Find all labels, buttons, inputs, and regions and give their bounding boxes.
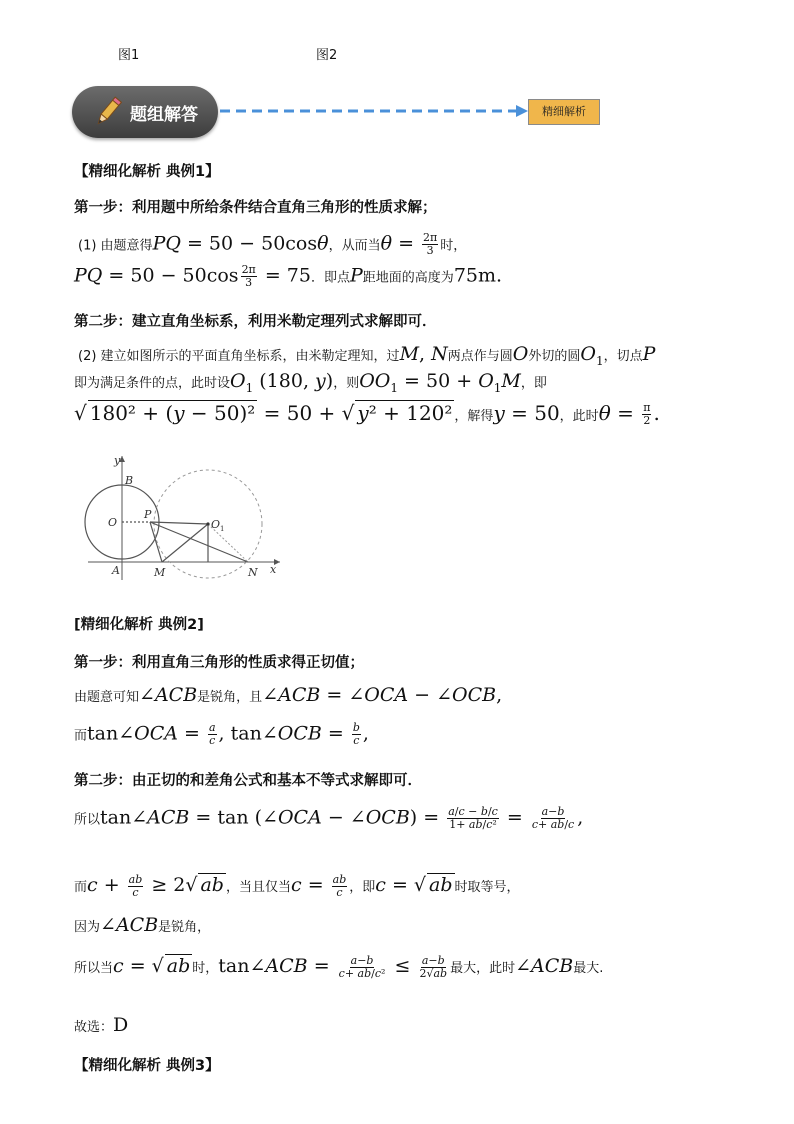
example2-line5: 因为∠ACB是锐角，: [74, 914, 211, 936]
example2-answer: 故选：D: [74, 1014, 129, 1036]
label-o: O: [108, 516, 118, 529]
badge-label: 题组解答: [130, 105, 198, 125]
example2-line4: 而c + $\frac{ab}{c}$ ≥ 2√ ab ，当且仅当c = $\frac{ab}{c}$ ，即c = √ ab 时取等号，: [74, 872, 520, 899]
detail-tag: 精细解析: [528, 99, 600, 125]
label-m: M: [154, 566, 166, 579]
example2-step2: 第二步：由正切的和差角公式和基本不等式求解即可．: [74, 773, 422, 789]
figure-1-caption: 图1: [118, 48, 140, 63]
example1-line3: (2) 建立如图所示的平面直角坐标系，由米勒定理知，过M, N两点作与圆O外切的圆$O_1$，切点P: [78, 343, 656, 368]
example2-step1: 第一步：利用直角三角形的性质求得正切值；: [74, 655, 364, 671]
label-n: N: [248, 566, 258, 579]
label-p: P: [144, 508, 152, 521]
example3-title: 【精细化解析 典例3】: [74, 1058, 220, 1074]
example2-line1: 由题意可知∠ACB是锐角，且∠ACB = ∠OCA − ∠OCB,: [74, 684, 503, 706]
example2-line3: 所以tan∠ACB = tan (∠OCA − ∠OCB) = $\frac{a/c - b/c}{\text{1+ ab/c²}}$ = $\frac{a-b}{c+ ab/c}$ ,: [74, 805, 584, 831]
example2-line6: 所以当c = √ ab 时，tan∠ACB = $\frac{a-b}{\text{c+ ab/c²}}$ ≤ $\frac{a-b}{2√ab}$ 最大，此时∠ACB最大.: [74, 953, 604, 980]
example2-title: [精细化解析 典例2]: [74, 617, 204, 633]
pencil-icon: [90, 94, 126, 130]
figure-2-caption: 图2: [316, 48, 338, 63]
example1-step1: 第一步：利用题中所给条件结合直角三角形的性质求解；: [74, 200, 437, 216]
label-o1: O: [211, 518, 221, 531]
example1-line1: (1) 由题意得PQ = 50 − 50cosθ，从而当θ = $\frac{2\pi}{3}$ 时，: [78, 231, 467, 257]
section-badge: [72, 86, 218, 138]
label-y: y: [114, 454, 121, 467]
label-a: A: [112, 564, 120, 577]
example1-title: 【精细化解析 典例1】: [74, 164, 220, 180]
geometry-diagram: [84, 452, 284, 584]
label-b: B: [125, 474, 134, 487]
example1-step2: 第二步：建立直角坐标系，利用米勒定理列式求解即可．: [74, 314, 437, 330]
label-o1-sub: 1: [220, 525, 225, 533]
example1-line2: PQ = 50 − 50cos $\frac{2\pi}{3}$ = 75．即点P距地面的高度为75m.: [74, 263, 503, 289]
example2-line2: 而tan∠OCA = $\frac{a}{c}$ , tan∠OCB = $\frac{b}{c}$ ,: [74, 721, 369, 747]
label-x: x: [270, 563, 277, 576]
dashed-arrow: [218, 104, 530, 118]
example1-line5: √ 180² + (y − 50)² = 50 + √ y² + 120² ，解得y = 50，此时θ = $\frac{\pi}{2}$ .: [74, 401, 660, 427]
example1-line4: 即为满足条件的点，此时设$O_1$ (180, y)，则$OO_1 = 50 + O_1M$，即: [74, 370, 547, 395]
